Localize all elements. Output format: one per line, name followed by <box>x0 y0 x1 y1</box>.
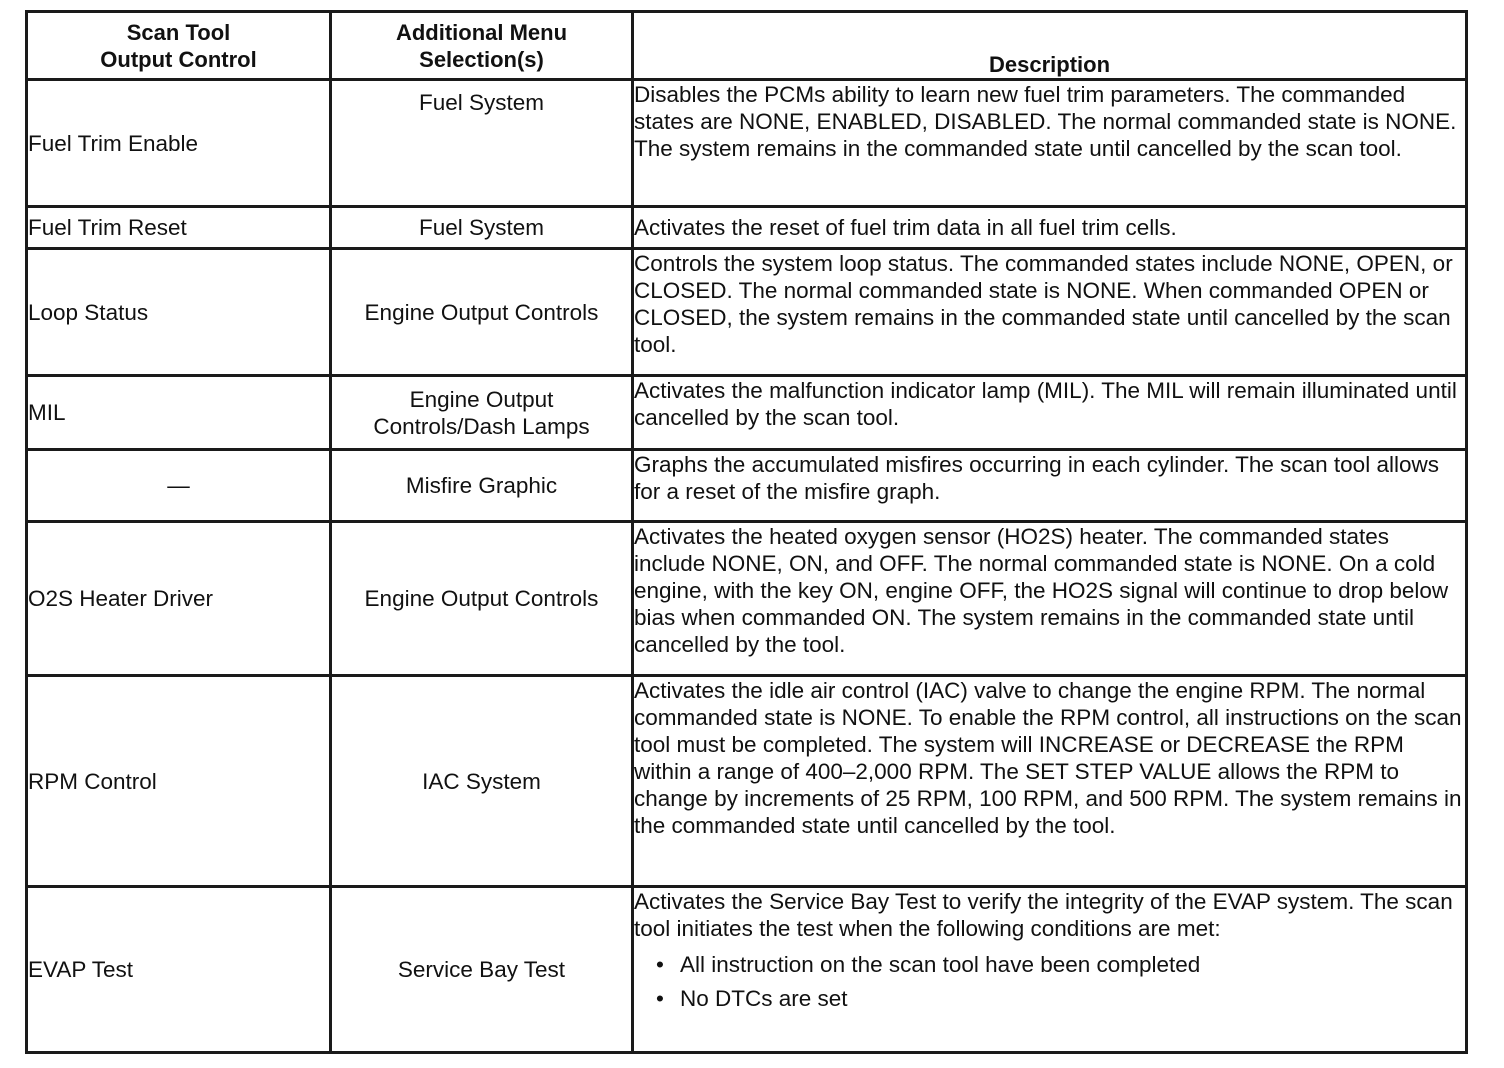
description-cell: Activates the idle air control (IAC) valve to change the engine RPM. The normal commanded state is NONE. To enable the RPM control, all instructions on the scan tool must be completed. The system will INCREASE or DECREASE the RPM within a range of 400–2,000 RPM. The SET STEP VALUE allows the RPM to change by increments of 25 RPM, 100 RPM, and 500 RPM. The system remains in the commanded state until cancelled by the tool. <box>633 676 1467 887</box>
header-description: Description <box>633 12 1467 80</box>
output-control-cell: Fuel Trim Reset <box>27 207 331 249</box>
menu-selection-cell: Service Bay Test <box>331 887 633 1053</box>
list-item-text: All instruction on the scan tool have been completed <box>680 952 1201 977</box>
description-cell: Activates the malfunction indicator lamp (MIL). The MIL will remain illuminated until cancelled by the scan tool. <box>633 376 1467 450</box>
table-row <box>27 249 1467 376</box>
header-line: Additional Menu <box>395 19 568 45</box>
conditions-list <box>634 948 1465 1016</box>
header-additional-menu-selections <box>331 12 633 80</box>
table-row <box>27 887 1467 1053</box>
menu-selection-cell: Fuel System <box>331 207 633 249</box>
output-control-cell: O2S Heater Driver <box>27 522 331 676</box>
menu-selection-cell: IAC System <box>331 676 633 887</box>
table-row <box>27 80 1467 207</box>
header-line: Scan Tool <box>126 19 231 45</box>
menu-selection-cell: Engine Output Controls <box>331 522 633 676</box>
menu-selection-cell: Engine Output Controls <box>331 249 633 376</box>
header-line: Output Control <box>100 46 257 72</box>
list-item <box>654 982 1465 1016</box>
menu-selection-cell: Misfire Graphic <box>331 450 633 522</box>
description-text: Activates the Service Bay Test to verify the integrity of the EVAP system. The scan tool initiates the test when the following conditions are met: <box>634 889 1453 941</box>
description-cell: Activates the reset of fuel trim data in all fuel trim cells. <box>633 207 1467 249</box>
description-cell: Disables the PCMs ability to learn new fuel trim parameters. The commanded states are NONE, ENABLED, DISABLED. The normal commanded state is NONE. The system remains in the commanded state until cancelled by the scan tool. <box>633 80 1467 207</box>
menu-selection-cell <box>331 376 633 450</box>
output-control-cell: MIL <box>27 376 331 450</box>
list-item <box>654 948 1465 982</box>
scan-tool-output-controls-table <box>25 10 1468 1054</box>
table-row <box>27 207 1467 249</box>
output-control-cell: Loop Status <box>27 249 331 376</box>
table-row <box>27 450 1467 522</box>
description-cell: Activates the heated oxygen sensor (HO2S) heater. The commanded states include NONE, ON, and OFF. The normal commanded state is NONE. On a cold engine, with the key ON, engine OFF, the HO2S signal will continue to drop below bias when commanded ON. The system remains in the commanded state until cancelled by the tool. <box>633 522 1467 676</box>
description-cell: Controls the system loop status. The commanded states include NONE, OPEN, or CLOSED. The normal commanded state is NONE. When commanded OPEN or CLOSED, the system remains in the commanded state until cancelled by the scan tool. <box>633 249 1467 376</box>
menu-selection-cell: Fuel System <box>331 80 633 207</box>
output-control-cell: EVAP Test <box>27 887 331 1053</box>
list-item-text: No DTCs are set <box>680 986 848 1011</box>
menu-line: Engine Output <box>409 386 554 412</box>
bullet-icon: • <box>656 952 664 977</box>
header-row <box>27 12 1467 80</box>
table-row <box>27 522 1467 676</box>
menu-line: Controls/Dash Lamps <box>373 413 590 439</box>
table-body <box>27 80 1467 1053</box>
description-cell <box>633 887 1467 1053</box>
output-control-cell: — <box>27 450 331 522</box>
table-row <box>27 376 1467 450</box>
table-row <box>27 676 1467 887</box>
output-control-cell: RPM Control <box>27 676 331 887</box>
header-scan-tool-output-control <box>27 12 331 80</box>
output-control-cell: Fuel Trim Enable <box>27 80 331 207</box>
table-header <box>27 12 1467 80</box>
description-cell: Graphs the accumulated misfires occurring in each cylinder. The scan tool allows for a reset of the misfire graph. <box>633 450 1467 522</box>
header-line: Selection(s) <box>419 46 544 72</box>
bullet-icon: • <box>656 986 664 1011</box>
